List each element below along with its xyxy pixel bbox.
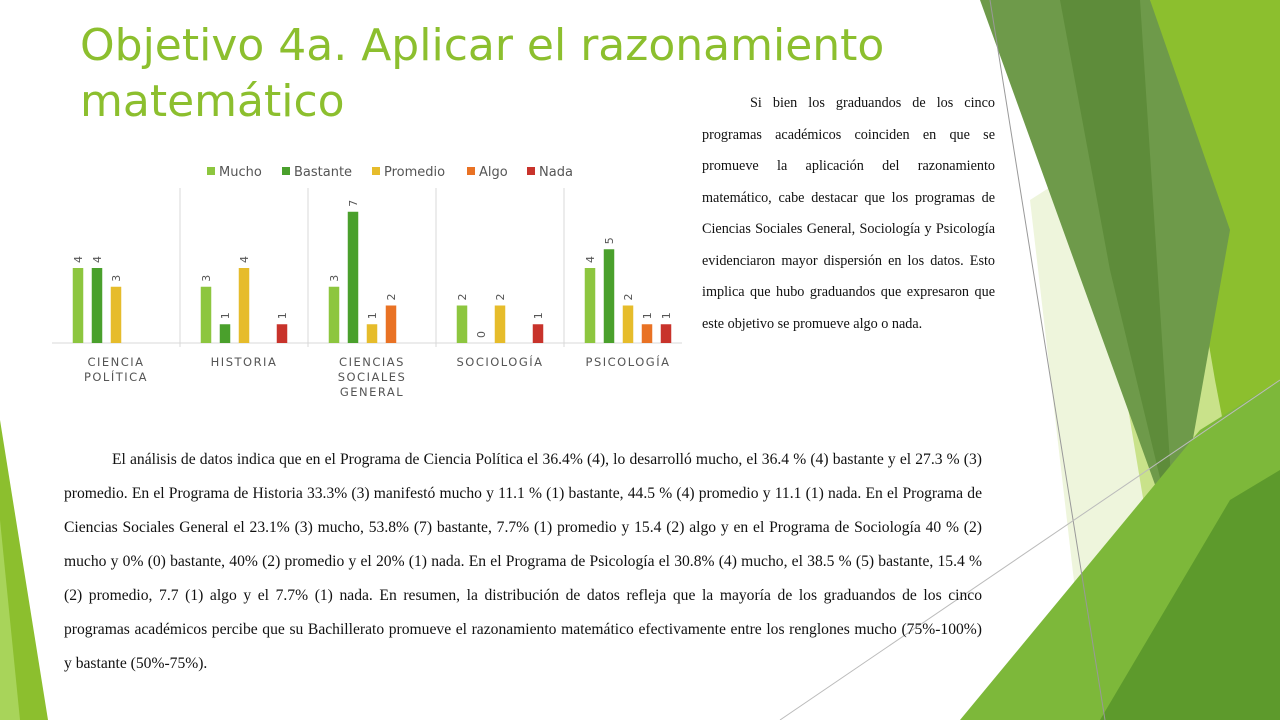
bar-algo	[642, 324, 653, 343]
data-label-algo: 2	[385, 293, 398, 301]
data-label-mucho: 3	[200, 274, 213, 282]
bar-mucho	[201, 287, 212, 343]
data-label-mucho: 2	[456, 293, 469, 301]
category-label: CIENCIA	[87, 355, 145, 369]
data-label-bastante: 0	[475, 331, 488, 338]
bar-nada	[533, 324, 544, 343]
bar-promedio	[623, 306, 634, 344]
legend-swatch-bastante	[282, 167, 290, 175]
bar-promedio	[239, 268, 250, 343]
legend-label-mucho: Mucho	[219, 165, 262, 180]
bar-promedio	[367, 324, 378, 343]
data-label-mucho: 4	[72, 256, 85, 263]
data-label-promedio: 2	[622, 293, 635, 301]
legend-swatch-mucho	[207, 167, 215, 175]
category-label: POLÍTICA	[83, 370, 149, 384]
data-label-nada: 1	[660, 312, 673, 320]
data-label-promedio: 2	[494, 293, 507, 301]
bar-mucho	[457, 306, 468, 344]
legend-label-algo: Algo	[479, 165, 508, 180]
data-label-algo: 1	[641, 312, 654, 320]
data-label-promedio: 4	[238, 256, 251, 263]
legend-swatch-algo	[467, 167, 475, 175]
bar-promedio	[495, 306, 506, 344]
data-label-promedio: 1	[366, 312, 379, 320]
data-label-mucho: 4	[584, 256, 597, 263]
bar-bastante	[220, 324, 231, 343]
bar-bastante	[92, 268, 103, 343]
data-label-bastante: 4	[91, 256, 104, 263]
category-label: CIENCIAS	[339, 355, 405, 369]
category-label: SOCIALES	[337, 370, 407, 384]
legend-label-bastante: Bastante	[294, 165, 353, 180]
data-label-nada: 1	[532, 312, 545, 320]
category-label: SOCIOLOGÍA	[456, 355, 544, 369]
legend-swatch-promedio	[372, 167, 380, 175]
bar-mucho	[329, 287, 340, 343]
data-label-nada: 1	[276, 312, 289, 320]
bar-promedio	[111, 287, 122, 343]
data-label-bastante: 5	[603, 237, 616, 245]
bar-chart	[52, 150, 682, 410]
category-label: PSICOLOGÍA	[585, 355, 671, 369]
data-label-bastante: 1	[219, 312, 232, 320]
bar-bastante	[604, 249, 615, 343]
legend-label-promedio: Promedio	[384, 165, 446, 180]
bottom-paragraph: El análisis de datos indica que en el Programa de Ciencia Política el 36.4% (4), lo desarrolló mucho, el 36.4 % (4) bastante y el 27.3 % (3) promedio. En el Programa de Historia 33.3% (3) manifestó mucho y 11.1 % (1) bastante, 44.5 % (4) promedio y 11.1 (1) nada. En el Programa de Ciencias Sociales General el 23.1% (3) mucho, 53.8% (7) bastante, 7.7% (1) promedio y 15.4 (2) algo y en el Programa de Sociología 40 % (2) mucho y 0% (0) bastante, 40% (2) promedio y el 20% (1) nada. En el Programa de Psicología el 30.8% (4) mucho, el 38.5 % (5) bastante, 15.4 % (2) promedio, 7.7 (1) algo y el 7.7% (1) nada. En resumen, la distribución de datos refleja que la mayoría de los graduandos de los cinco programas académicos percibe que su Bachillerato promueve el razonamiento matemático efectivamente entre los renglones mucho (75%-100%) y bastante (50%-75%).	[64, 451, 982, 672]
category-label: GENERAL	[339, 385, 405, 399]
legend-label-nada: Nada	[539, 165, 573, 180]
bar-nada	[661, 324, 672, 343]
bar-bastante	[348, 212, 359, 343]
bar-mucho	[73, 268, 84, 343]
data-label-promedio: 3	[110, 274, 123, 282]
category-label: HISTORIA	[210, 355, 278, 369]
slide-title: Objetivo 4a. Aplicar el razonamiento matemático	[80, 20, 885, 127]
legend-swatch-nada	[527, 167, 535, 175]
bar-algo	[386, 306, 397, 344]
data-label-bastante: 7	[347, 199, 360, 207]
bar-mucho	[585, 268, 596, 343]
side-paragraph: Si bien los graduandos de los cinco programas académicos coinciden en que se promueve la aplicación del razonamiento matemático, cabe destacar que los programas de Ciencias Sociales General, Sociología y Psicología evidenciaron mayor dispersión en los datos. Esto implica que hubo graduandos que expresaron que este objetivo se promueve algo o nada.	[702, 95, 995, 332]
bar-nada	[277, 324, 288, 343]
data-label-mucho: 3	[328, 274, 341, 282]
